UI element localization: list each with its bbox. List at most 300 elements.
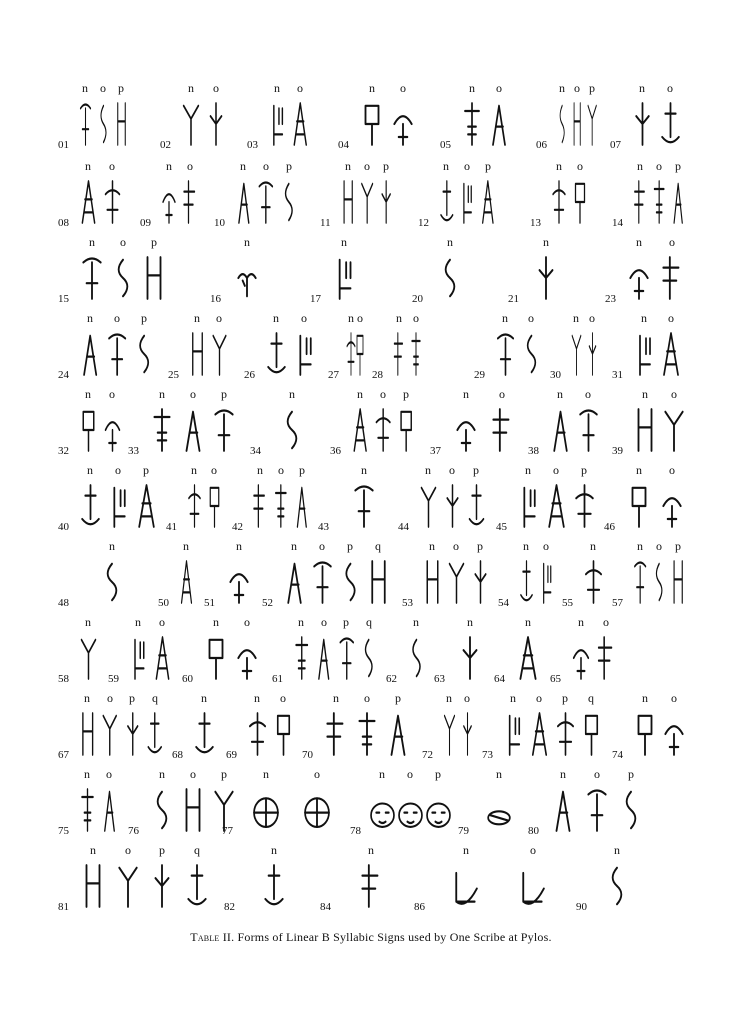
sign-number: 74 — [612, 749, 623, 761]
sign-42-form-p-glyph — [293, 480, 311, 532]
form-label: o — [114, 311, 120, 325]
sign-number: 11 — [320, 217, 331, 229]
sign-53-form-o-glyph — [446, 556, 467, 608]
sign-68-form-n-glyph — [192, 708, 217, 760]
sign-number: 51 — [204, 597, 215, 609]
form-label: p — [159, 843, 165, 857]
sign-45-form-p-glyph — [572, 480, 597, 532]
form-label: q — [375, 539, 381, 553]
sign-40-form-n-glyph — [78, 480, 103, 532]
sign-36-form-o-glyph — [373, 404, 393, 456]
form-label: o — [671, 691, 677, 705]
sign-number: 75 — [58, 825, 69, 837]
sign-number: 44 — [398, 521, 409, 533]
sign-39-form-n-glyph — [632, 404, 658, 456]
sign-number: 45 — [496, 521, 507, 533]
form-label: p — [403, 387, 409, 401]
form-label: o — [453, 539, 459, 553]
form-label: p — [151, 235, 157, 249]
sign-number: 60 — [182, 673, 193, 685]
sign-number: 41 — [166, 521, 177, 533]
form-label: p — [395, 691, 401, 705]
sign-36-form-p-glyph — [396, 404, 416, 456]
sign-78-form-o-glyph — [398, 784, 423, 836]
form-label: n — [614, 843, 620, 857]
form-label: n — [345, 159, 351, 173]
sign-30-form-n-glyph — [570, 328, 583, 380]
sign-number: 27 — [328, 369, 339, 381]
form-label: n — [556, 159, 562, 173]
form-label: n — [89, 235, 95, 249]
form-label: n — [641, 311, 647, 325]
sign-73-form-n-glyph — [502, 708, 525, 760]
sign-63-form-n-glyph — [457, 632, 483, 684]
sign-80-form-o-glyph — [584, 784, 610, 836]
sign-01-form-o-glyph — [96, 98, 111, 150]
sign-61-form-q-glyph — [359, 632, 379, 684]
form-label: q — [194, 843, 200, 857]
sign-25-form-n-glyph — [188, 328, 207, 380]
form-label: o — [100, 81, 106, 95]
sign-03-form-o-glyph — [290, 98, 311, 150]
sign-number: 55 — [562, 597, 573, 609]
sign-10-form-n-glyph — [234, 176, 254, 228]
sign-number: 82 — [224, 901, 235, 913]
sign-37-form-o-glyph — [489, 404, 515, 456]
sign-number: 20 — [412, 293, 423, 305]
sign-13-form-o-glyph — [571, 176, 589, 228]
form-label: o — [669, 463, 675, 477]
form-label: n — [525, 615, 531, 629]
form-label: n — [240, 159, 246, 173]
sign-15-form-n-glyph — [79, 252, 105, 304]
form-label: o — [656, 539, 662, 553]
form-label: o — [589, 311, 595, 325]
form-label: n — [447, 235, 453, 249]
form-label: o — [413, 311, 419, 325]
sign-number: 25 — [168, 369, 179, 381]
sign-31-form-n-glyph — [632, 328, 656, 380]
form-label: o — [671, 387, 677, 401]
form-label: p — [143, 463, 149, 477]
form-label: n — [271, 843, 277, 857]
sign-67-form-n-glyph — [78, 708, 98, 760]
sign-82-form-n-glyph — [261, 860, 287, 912]
form-label: o — [211, 463, 217, 477]
form-label: p — [435, 767, 441, 781]
sign-73-form-q-glyph — [580, 708, 603, 760]
form-label: o — [496, 81, 502, 95]
form-label: o — [319, 539, 325, 553]
sign-53-form-n-glyph — [422, 556, 443, 608]
sign-54-form-n-glyph — [518, 556, 535, 608]
form-label: o — [321, 615, 327, 629]
form-label: n — [637, 159, 643, 173]
sign-51-form-n-glyph — [226, 556, 252, 608]
sign-number: 73 — [482, 749, 493, 761]
sign-50-form-n-glyph — [178, 556, 195, 608]
form-label: n — [183, 539, 189, 553]
form-label: n — [639, 81, 645, 95]
form-label: o — [400, 81, 406, 95]
sign-number: 65 — [550, 673, 561, 685]
sign-27-form-o-glyph — [354, 328, 366, 380]
sign-67-form-p-glyph — [123, 708, 143, 760]
sign-23-form-n-glyph — [626, 252, 652, 304]
sign-13-form-n-glyph — [550, 176, 568, 228]
form-label: p — [383, 159, 389, 173]
form-label: o — [263, 159, 269, 173]
form-label: n — [357, 387, 363, 401]
sign-05-form-o-glyph — [487, 98, 511, 150]
sign-number: 61 — [272, 673, 283, 685]
sign-67-form-o-glyph — [100, 708, 120, 760]
sign-number: 59 — [108, 673, 119, 685]
form-label: n — [636, 235, 642, 249]
sign-number: 57 — [612, 597, 623, 609]
sign-86-form-o-glyph — [520, 860, 546, 912]
form-label: n — [159, 387, 165, 401]
form-label: o — [278, 463, 284, 477]
sign-21-form-n-glyph — [533, 252, 559, 304]
sign-20-form-n-glyph — [437, 252, 463, 304]
form-label: o — [464, 691, 470, 705]
form-label: n — [642, 691, 648, 705]
form-label: n — [368, 843, 374, 857]
sign-52-form-n-glyph — [282, 556, 307, 608]
sign-24-form-p-glyph — [132, 328, 156, 380]
form-label: o — [190, 387, 196, 401]
sign-30-form-o-glyph — [586, 328, 599, 380]
form-label: o — [585, 387, 591, 401]
form-label: n — [85, 387, 91, 401]
form-label: o — [107, 691, 113, 705]
form-label: o — [543, 539, 549, 553]
sign-number: 14 — [612, 217, 623, 229]
form-label: n — [557, 387, 563, 401]
sign-57-form-o-glyph — [651, 556, 667, 608]
form-label: o — [594, 767, 600, 781]
sign-14-form-p-glyph — [670, 176, 686, 228]
sign-number: 04 — [338, 139, 349, 151]
form-label: o — [216, 311, 222, 325]
form-label: n — [361, 463, 367, 477]
sign-59-form-o-glyph — [152, 632, 173, 684]
form-label: n — [523, 539, 529, 553]
sign-number: 34 — [250, 445, 261, 457]
form-label: p — [347, 539, 353, 553]
sign-number: 43 — [318, 521, 329, 533]
sign-80-form-p-glyph — [618, 784, 644, 836]
sign-43-form-n-glyph — [351, 480, 377, 532]
sign-52-form-p-glyph — [338, 556, 363, 608]
form-label: n — [573, 311, 579, 325]
form-label: n — [289, 387, 295, 401]
form-label: o — [120, 235, 126, 249]
form-label: n — [443, 159, 449, 173]
sign-number: 02 — [160, 139, 171, 151]
sign-number: 36 — [330, 445, 341, 457]
sign-15-form-o-glyph — [110, 252, 136, 304]
table-caption — [0, 930, 742, 945]
form-label: n — [379, 767, 385, 781]
sign-73-form-p-glyph — [554, 708, 577, 760]
sign-75-form-o-glyph — [100, 784, 119, 836]
form-label: n — [463, 387, 469, 401]
caption-text: Forms of Linear B Syllabic Signs used by One Scribe at Pylos. — [237, 930, 552, 944]
form-label: n — [166, 159, 172, 173]
form-label: n — [369, 81, 375, 95]
sign-23-form-o-glyph — [659, 252, 685, 304]
sign-number: 46 — [604, 521, 615, 533]
form-label: n — [82, 81, 88, 95]
form-label: n — [469, 81, 475, 95]
sign-70-form-n-glyph — [323, 708, 349, 760]
sign-29-form-n-glyph — [494, 328, 517, 380]
sign-number: 63 — [434, 673, 445, 685]
sign-number: 72 — [422, 749, 433, 761]
form-label: n — [159, 767, 165, 781]
sign-17-form-n-glyph — [331, 252, 357, 304]
sign-06-form-p-glyph — [586, 98, 598, 150]
sign-41-form-o-glyph — [206, 480, 223, 532]
sign-07-form-n-glyph — [630, 98, 655, 150]
sign-number: 76 — [128, 825, 139, 837]
sign-38-form-o-glyph — [576, 404, 601, 456]
form-label: p — [343, 615, 349, 629]
form-label: n — [298, 615, 304, 629]
sign-45-form-n-glyph — [516, 480, 541, 532]
form-label: n — [244, 235, 250, 249]
sign-65-form-o-glyph — [595, 632, 617, 684]
form-label: n — [201, 691, 207, 705]
form-label: n — [446, 691, 452, 705]
sign-number: 31 — [612, 369, 623, 381]
sign-61-form-o-glyph — [314, 632, 334, 684]
form-label: n — [213, 615, 219, 629]
form-label: n — [467, 615, 473, 629]
sign-04-form-n-glyph — [359, 98, 385, 150]
sign-number: 53 — [402, 597, 413, 609]
sign-number: 79 — [458, 825, 469, 837]
sign-74-form-n-glyph — [632, 708, 658, 760]
sign-73-form-o-glyph — [528, 708, 551, 760]
sign-33-form-p-glyph — [211, 404, 237, 456]
form-label: p — [221, 767, 227, 781]
form-label: n — [273, 311, 279, 325]
sign-number: 40 — [58, 521, 69, 533]
sign-number: 32 — [58, 445, 69, 457]
form-label: o — [528, 311, 534, 325]
form-label: n — [257, 463, 263, 477]
form-label: n — [274, 81, 280, 95]
form-label: n — [341, 235, 347, 249]
sign-28-form-n-glyph — [392, 328, 406, 380]
form-label: n — [87, 311, 93, 325]
form-label: p — [675, 539, 681, 553]
form-label: p — [562, 691, 568, 705]
form-label: n — [85, 615, 91, 629]
sign-number: 42 — [232, 521, 243, 533]
sign-62-form-n-glyph — [406, 632, 427, 684]
form-label: n — [510, 691, 516, 705]
sign-76-form-o-glyph — [180, 784, 206, 836]
sign-number: 81 — [58, 901, 69, 913]
form-label: p — [473, 463, 479, 477]
sign-number: 50 — [158, 597, 169, 609]
sign-10-form-o-glyph — [256, 176, 276, 228]
sign-01-form-p-glyph — [114, 98, 129, 150]
sign-05-form-n-glyph — [460, 98, 484, 150]
form-label: o — [553, 463, 559, 477]
sign-72-form-o-glyph — [460, 708, 475, 760]
sign-24-form-o-glyph — [105, 328, 129, 380]
form-label: n — [502, 311, 508, 325]
sign-42-form-o-glyph — [272, 480, 290, 532]
sign-86-form-n-glyph — [453, 860, 479, 912]
form-label: o — [364, 691, 370, 705]
sign-65-form-n-glyph — [570, 632, 592, 684]
sign-11-form-p-glyph — [378, 176, 394, 228]
sign-02-form-n-glyph — [180, 98, 202, 150]
sign-number: 67 — [58, 749, 69, 761]
form-label: n — [429, 539, 435, 553]
form-label: n — [84, 767, 90, 781]
form-label: p — [628, 767, 634, 781]
sign-42-form-n-glyph — [251, 480, 269, 532]
sign-10-form-p-glyph — [279, 176, 299, 228]
form-label: o — [577, 159, 583, 173]
sign-number: 54 — [498, 597, 509, 609]
sign-number: 33 — [128, 445, 139, 457]
form-label: o — [301, 311, 307, 325]
form-label: o — [106, 767, 112, 781]
form-label: n — [637, 539, 643, 553]
sign-37-form-n-glyph — [453, 404, 479, 456]
sign-61-form-p-glyph — [337, 632, 357, 684]
form-label: n — [425, 463, 431, 477]
form-label: p — [286, 159, 292, 173]
form-label: o — [364, 159, 370, 173]
sign-number: 52 — [262, 597, 273, 609]
form-label: n — [496, 767, 502, 781]
sign-11-form-n-glyph — [340, 176, 356, 228]
form-label: n — [291, 539, 297, 553]
sign-26-form-n-glyph — [264, 328, 289, 380]
sign-number: 28 — [372, 369, 383, 381]
sign-number: 84 — [320, 901, 331, 913]
sign-number: 08 — [58, 217, 69, 229]
sign-29-form-o-glyph — [520, 328, 543, 380]
form-label: o — [668, 311, 674, 325]
sign-number: 70 — [302, 749, 313, 761]
form-label: p — [581, 463, 587, 477]
sign-number: 26 — [244, 369, 255, 381]
form-label: o — [190, 767, 196, 781]
sign-03-form-n-glyph — [267, 98, 288, 150]
sign-80-form-n-glyph — [550, 784, 576, 836]
sign-40-form-p-glyph — [134, 480, 159, 532]
sign-70-form-o-glyph — [354, 708, 380, 760]
form-label: o — [159, 615, 165, 629]
sign-57-form-n-glyph — [632, 556, 648, 608]
sign-53-form-p-glyph — [470, 556, 491, 608]
sign-77-form-n-glyph — [253, 784, 279, 836]
sign-number: 78 — [350, 825, 361, 837]
sign-number: 07 — [610, 139, 621, 151]
form-label: n — [254, 691, 260, 705]
sign-84-form-n-glyph — [358, 860, 384, 912]
form-label: n — [560, 767, 566, 781]
sign-number: 15 — [58, 293, 69, 305]
form-label: o — [244, 615, 250, 629]
sign-44-form-p-glyph — [466, 480, 487, 532]
form-label: o — [314, 767, 320, 781]
sign-81-form-o-glyph — [115, 860, 141, 912]
form-label: n — [578, 615, 584, 629]
sign-64-form-n-glyph — [515, 632, 541, 684]
sign-number: 69 — [226, 749, 237, 761]
form-label: p — [118, 81, 124, 95]
sign-58-form-n-glyph — [78, 632, 99, 684]
sign-number: 01 — [58, 139, 69, 151]
sign-34-form-n-glyph — [279, 404, 305, 456]
sign-12-form-n-glyph — [438, 176, 456, 228]
sign-74-form-o-glyph — [661, 708, 687, 760]
sign-32-form-n-glyph — [78, 404, 99, 456]
form-label: o — [603, 615, 609, 629]
sign-52-form-o-glyph — [310, 556, 335, 608]
form-label: n — [333, 691, 339, 705]
form-label: n — [109, 539, 115, 553]
sign-number: 16 — [210, 293, 221, 305]
sign-90-form-n-glyph — [604, 860, 630, 912]
form-label: o — [357, 311, 363, 325]
sign-number: 62 — [386, 673, 397, 685]
sign-01-form-n-glyph — [78, 98, 93, 150]
sign-40-form-o-glyph — [106, 480, 131, 532]
sign-52-form-q-glyph — [366, 556, 391, 608]
sign-61-form-n-glyph — [292, 632, 312, 684]
sign-69-form-n-glyph — [246, 708, 269, 760]
form-label: n — [87, 463, 93, 477]
sign-06-form-n-glyph — [556, 98, 568, 150]
sign-number: 48 — [58, 597, 69, 609]
sign-12-form-o-glyph — [458, 176, 476, 228]
form-label: o — [464, 159, 470, 173]
sign-number: 80 — [528, 825, 539, 837]
form-label: p — [141, 311, 147, 325]
sign-60-form-n-glyph — [203, 632, 229, 684]
sign-76-form-n-glyph — [149, 784, 175, 836]
sign-11-form-o-glyph — [359, 176, 375, 228]
form-label: q — [366, 615, 372, 629]
sign-number: 39 — [612, 445, 623, 457]
sign-70-form-p-glyph — [385, 708, 411, 760]
form-label: q — [588, 691, 594, 705]
form-label: n — [348, 311, 354, 325]
form-label: n — [188, 81, 194, 95]
form-label: p — [129, 691, 135, 705]
form-label: n — [642, 387, 648, 401]
sign-number: 30 — [550, 369, 561, 381]
sign-48-form-n-glyph — [99, 556, 125, 608]
sign-number: 24 — [58, 369, 69, 381]
sign-12-form-p-glyph — [479, 176, 497, 228]
form-label: o — [449, 463, 455, 477]
sign-81-form-n-glyph — [80, 860, 106, 912]
sign-38-form-n-glyph — [548, 404, 573, 456]
